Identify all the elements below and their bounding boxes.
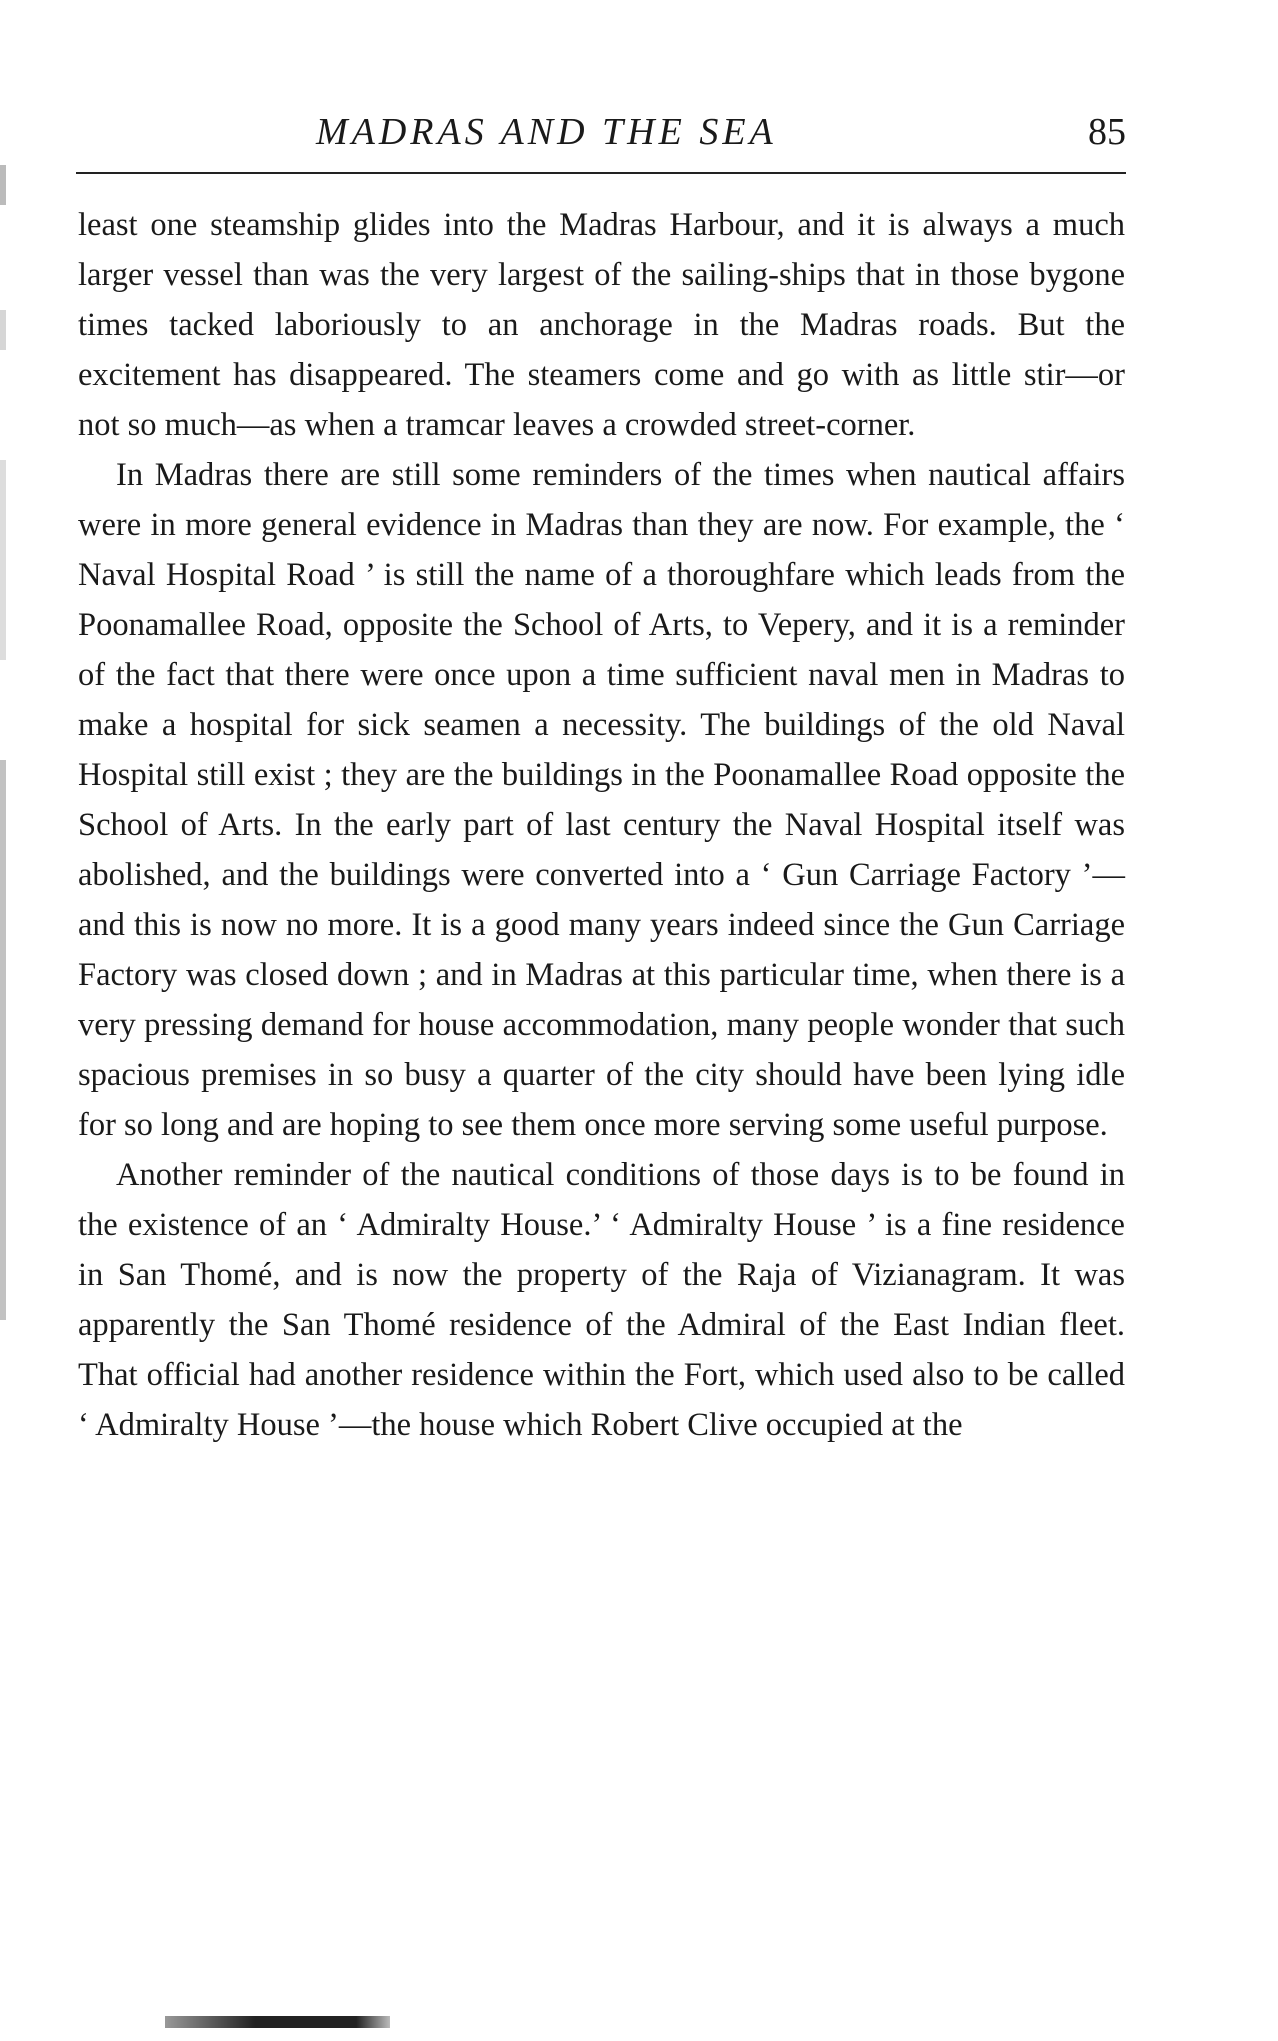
body-text <box>78 200 1125 1450</box>
scan-edge-mark <box>0 460 6 660</box>
paragraph-2: In Madras there are still some reminders of the times when nautical affairs were in more general evidence in Madras than they are now. For example, the ‘ Naval Hospital Road ’ is still the name of a thoroughfare which leads from the Poonamallee Road, opposite the School of Arts, to Vepery, and it is a reminder of the fact that there were once upon a time sufficient naval men in Madras to make a hospital for sick seamen a necessity. The buildings of the old Naval Hospital still exist ; they are the buildings in the Poonamallee Road opposite the School of Arts. In the early part of last century the Naval Hospital itself was abolished, and the buildings were converted into a ‘ Gun Carriage Factory ’—and this is now no more. It is a good many years indeed since the Gun Carriage Factory was closed down ; and in Madras at this particular time, when there is a very pressing demand for house accommodation, many people wonder that such spacious premises in so busy a quarter of the city should have been lying idle for so long and are hoping to see them once more serving some useful purpose. <box>78 457 1125 1143</box>
running-head: MADRAS AND THE SEA <box>316 111 777 153</box>
scan-edge-mark <box>0 310 6 350</box>
scan-edge-mark <box>0 760 6 1320</box>
page-number: 85 <box>1088 111 1126 153</box>
scan-bottom-mark <box>165 2016 390 2028</box>
paragraph-1: least one steamship glides into the Madras Harbour, and it is always a much larger vessel than was the very largest of the sailing-ships that in those bygone times tacked laboriously to an anchorage in the Madras roads. But the excitement has disappeared. The steamers come and go with as little stir—or not so much—as when a tramcar leaves a crowded street-corner. <box>78 207 1125 443</box>
scan-edge-mark <box>0 165 6 205</box>
header-rule <box>76 172 1126 174</box>
paragraph-3: Another reminder of the nautical conditions of those days is to be found in the existence of an ‘ Admiralty House.’ ‘ Admiralty House ’ is a fine residence in San Thomé, and is now the property of the Raja of Vizianagram. It was apparently the San Thomé residence of the Admiral of the East Indian fleet. That official had another residence within the Fort, which used also to be called ‘ Admiralty House ’—the house which Robert Clive occupied at the <box>78 1157 1125 1443</box>
page-header <box>76 110 1126 164</box>
